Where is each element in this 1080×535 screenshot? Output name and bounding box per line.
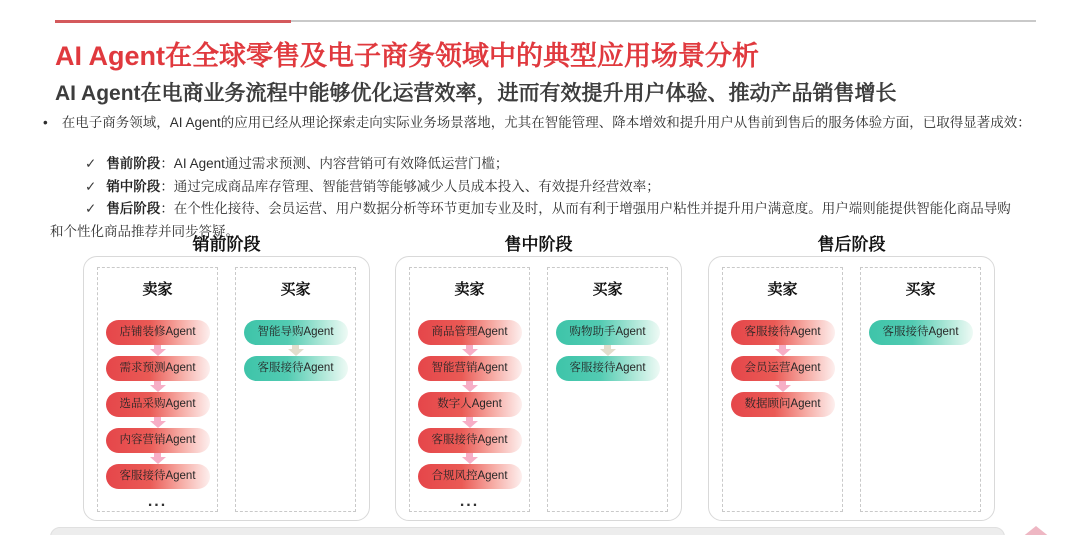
phase-panel-2: [395, 230, 682, 521]
down-arrow-icon: [775, 381, 791, 392]
down-arrow-icon: [775, 345, 791, 356]
down-arrow-head: [775, 385, 791, 392]
intro-text: 在电子商务领域，AI Agent的应用已经从理论探索走向实际业务场景落地，尤其在智能管理、降本增效和提升用户从售前到售后的服务体验方面，已取得显著成效：: [61, 115, 1031, 130]
buyer-column-label: 买家: [280, 281, 311, 298]
page-title: AI Agent在全球零售及电子商务领域中的典型应用场景分析: [55, 41, 759, 71]
down-arrow-head: [150, 385, 166, 392]
down-arrow-head: [150, 421, 166, 428]
down-arrow-head: [462, 457, 478, 464]
bullet-icon: •: [43, 115, 48, 130]
next-row-cutoff-bar: [50, 527, 1005, 535]
down-arrow-icon: [288, 345, 304, 356]
down-arrow-icon: [150, 417, 166, 428]
down-arrow-head: [462, 385, 478, 392]
down-arrow-icon: [462, 345, 478, 356]
panel-columns: [97, 267, 356, 512]
buyer-column: [235, 267, 356, 512]
down-arrow-head: [600, 349, 616, 356]
down-arrow-head: [150, 349, 166, 356]
down-arrow-icon: [150, 345, 166, 356]
check-item-text: ：通过完成商品库存管理、智能营销等能够减少人员成本投入、有效提升经营效率；: [160, 178, 660, 194]
more-agents-ellipsis: ...: [147, 493, 168, 510]
down-arrow-head: [288, 349, 304, 356]
down-arrow-head: [150, 457, 166, 464]
check-item-1: [85, 153, 1037, 176]
page-subtitle: AI Agent在电商业务流程中能够优化运营效率，进而有效提升用户体验、推动产品销售增长: [55, 82, 897, 105]
agent-pill: 客服接待Agent: [244, 356, 348, 381]
buyer-column-label: 买家: [905, 281, 936, 298]
pink-chevron-icon: [1016, 526, 1056, 535]
check-item-label: 销中阶段: [106, 178, 161, 194]
check-icon: ✓: [85, 201, 97, 216]
down-arrow-icon: [462, 453, 478, 464]
buyer-column: [547, 267, 668, 512]
check-item-label: 售前阶段: [106, 156, 161, 171]
phase-panel-card: [83, 256, 370, 521]
down-arrow-icon: [462, 417, 478, 428]
seller-column-label: 卖家: [767, 281, 798, 298]
seller-column: [722, 267, 843, 512]
seller-column-label: 卖家: [454, 281, 485, 298]
phase-panel-card: [708, 256, 995, 521]
agent-pill: 智能营销Agent: [418, 356, 522, 381]
agent-pill: 合规风控Agent: [418, 464, 522, 489]
intro-paragraph: [43, 112, 1038, 133]
agent-pill: 店铺装修Agent: [106, 320, 210, 345]
check-item-2: [85, 176, 1037, 199]
agent-pill: 数字人Agent: [418, 392, 522, 417]
agent-pill: 客服接待Agent: [106, 464, 210, 489]
phase-panels: [0, 230, 1080, 530]
more-agents-ellipsis: ...: [459, 493, 480, 510]
top-divider-accent: [55, 20, 291, 23]
check-icon: ✓: [85, 156, 97, 171]
check-item-text: ：在个性化接待、会员运营、用户数据分析等环节更加专业及时，从而有利于增强用户粘性并提升用户满意度。用户端则能提供智能化商品导购: [160, 201, 1011, 216]
phase-panel-title: 销前阶段: [192, 235, 261, 254]
agent-pill: 数据顾问Agent: [731, 392, 835, 417]
agent-pill: 智能导购Agent: [244, 320, 348, 345]
phase-panel-card: [395, 256, 682, 521]
agent-pill: 需求预测Agent: [106, 356, 210, 381]
agent-pill: 会员运营Agent: [731, 356, 835, 381]
agent-pill: 内容营销Agent: [106, 428, 210, 453]
agent-pill: 购物助手Agent: [556, 320, 660, 345]
seller-column: [409, 267, 530, 512]
panel-columns: [722, 267, 981, 512]
check-item-label: 售后阶段: [106, 201, 161, 216]
phase-panel-title: 售后阶段: [817, 235, 886, 254]
buyer-column: [860, 267, 981, 512]
down-arrow-icon: [462, 381, 478, 392]
top-divider: [55, 20, 1036, 23]
seller-column-label: 卖家: [142, 281, 173, 298]
agent-pill: 客服接待Agent: [418, 428, 522, 453]
phase-panel-3: [708, 230, 995, 521]
agent-pill: 客服接待Agent: [731, 320, 835, 345]
agent-pill: 客服接待Agent: [869, 320, 973, 345]
check-item-text-continued: 和个性化商品推荐并同步答疑。: [50, 223, 239, 239]
phase-panel-title: 售中阶段: [504, 235, 573, 254]
panel-columns: [409, 267, 668, 512]
phase-panel-1: [83, 230, 370, 521]
top-divider-line: [291, 20, 1036, 22]
down-arrow-head: [462, 349, 478, 356]
agent-pill: 客服接待Agent: [556, 356, 660, 381]
check-item-text: ：AI Agent通过需求预测、内容营销可有效降低运营门槛；: [160, 156, 509, 171]
down-arrow-head: [775, 349, 791, 356]
down-arrow-icon: [150, 381, 166, 392]
check-icon: ✓: [85, 178, 97, 194]
down-arrow-head: [462, 421, 478, 428]
agent-pill: 选品采购Agent: [106, 392, 210, 417]
agent-pill: 商品管理Agent: [418, 320, 522, 345]
down-arrow-icon: [600, 345, 616, 356]
buyer-column-label: 买家: [592, 281, 623, 298]
seller-column: [97, 267, 218, 512]
down-arrow-icon: [150, 453, 166, 464]
